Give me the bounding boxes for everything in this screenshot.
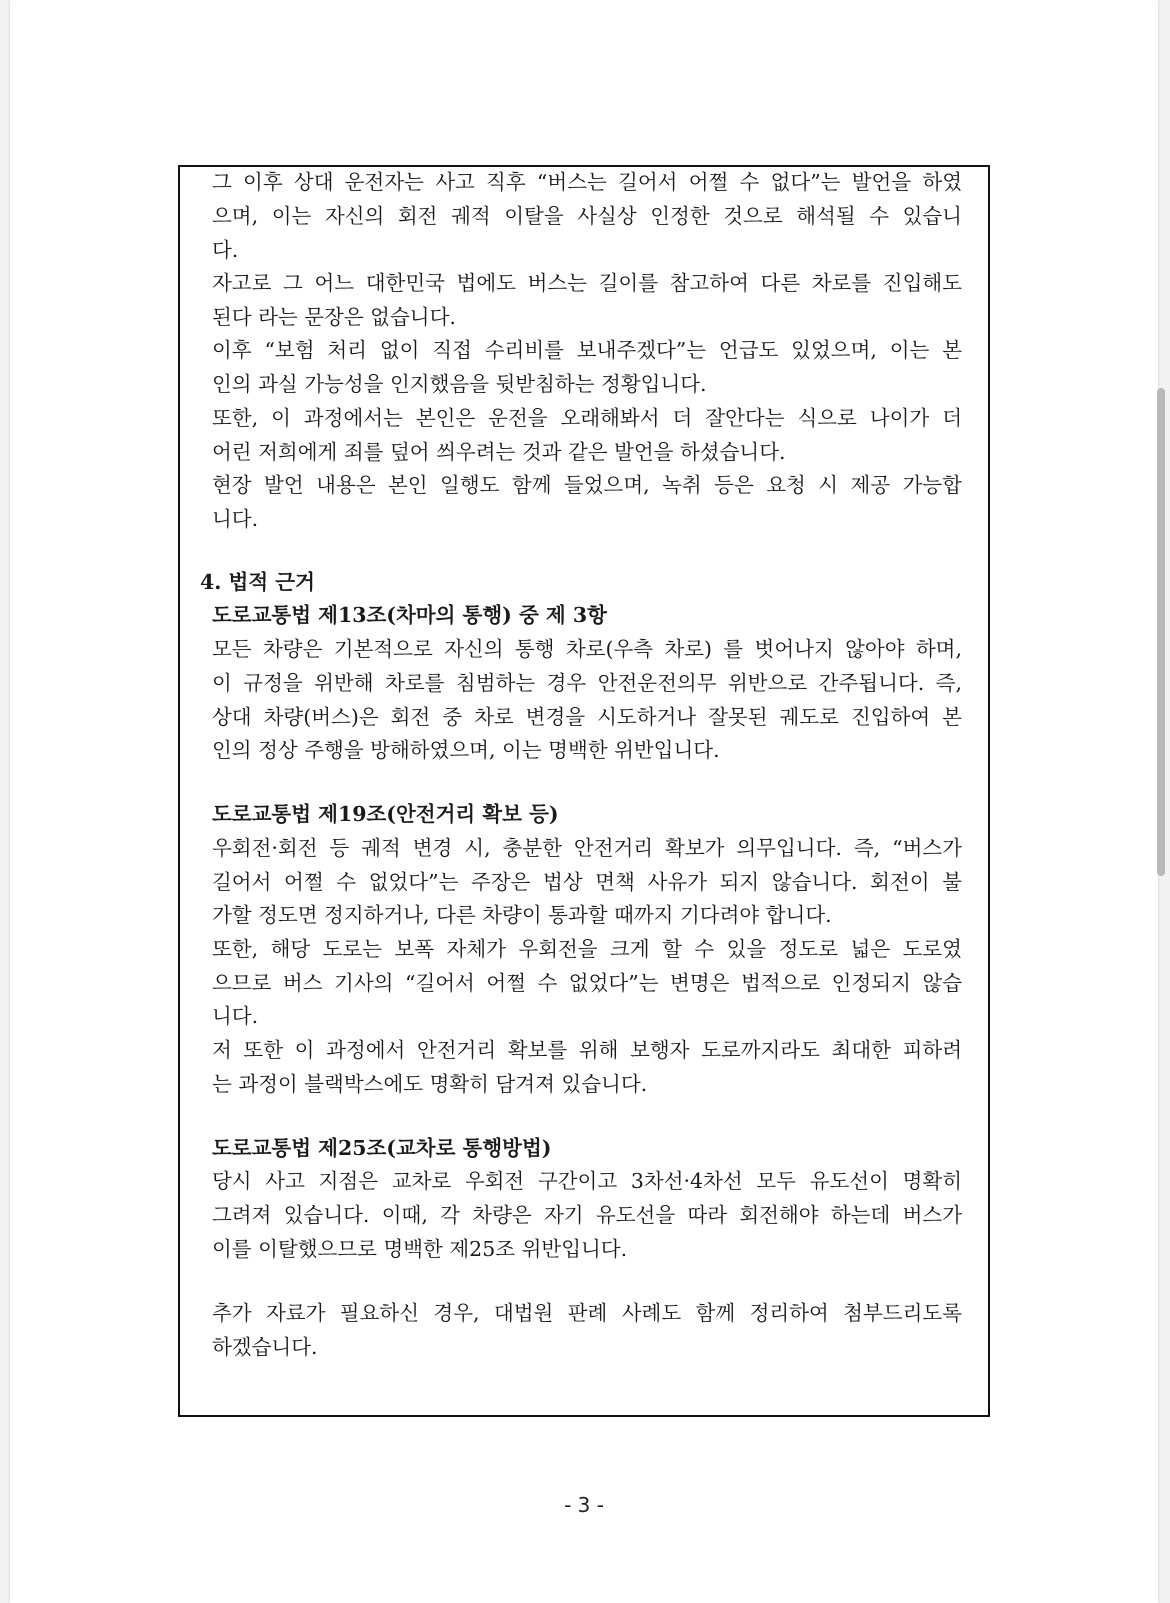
paragraph-line: 이 규정을 위반해 차로를 침범하는 경우 안전운전의무 위반으로 간주됩니다. 즉, [212, 671, 962, 695]
paragraph-line: 니다. [212, 1004, 259, 1028]
paragraph-line: 는 과정이 블랙박스에도 명확히 담겨져 있습니다. [212, 1072, 648, 1096]
paragraph-line: 자고로 그 어느 대한민국 법에도 버스는 길이를 참고하여 다른 차로를 진입해도 [212, 271, 962, 295]
paragraph-line: 그려져 있습니다. 이때, 각 차량은 자기 유도선을 따라 회전해야 하는데 버스가 [212, 1203, 962, 1227]
paragraph-line: 된다 라는 문장은 없습니다. [212, 305, 456, 329]
paragraph-line: 하겠습니다. [212, 1335, 318, 1359]
paragraph-line: 이후 “보험 처리 없이 직접 수리비를 보내주겠다”는 언급도 있었으며, 이는 본 [212, 338, 962, 362]
paragraph-line: 어린 저희에게 죄를 덮어 씌우려는 것과 같은 발언을 하셨습니다. [212, 440, 786, 464]
page-number: - 3 - [564, 1493, 604, 1517]
paragraph-line: 다. [212, 238, 239, 262]
document-page [10, 0, 1158, 1603]
paragraph-line: 당시 사고 지점은 교차로 우회전 구간이고 3차선·4차선 모두 유도선이 명확히 [212, 1169, 962, 1193]
paragraph-line: 또한, 이 과정에서는 본인은 운전을 오래해봐서 더 잘안다는 식으로 나이가 더 [212, 406, 962, 430]
paragraph-line: 또한, 해당 도로는 보폭 자체가 우회전을 크게 할 수 있을 정도로 넓은 도로였 [212, 937, 962, 961]
scrollbar[interactable] [1158, 0, 1168, 1603]
paragraph-line: 길어서 어쩔 수 없었다”는 주장은 법상 면책 사유가 되지 않습니다. 회전이 불 [212, 870, 962, 894]
paragraph-line: 현장 발언 내용은 본인 일행도 함께 들었으며, 녹취 등은 요청 시 제공 가능합 [212, 473, 962, 497]
paragraph-line: 으므로 버스 기사의 “길어서 어쩔 수 없었다”는 변명은 법적으로 인정되지 않습 [212, 971, 962, 995]
paragraph-line: 으며, 이는 자신의 회전 궤적 이탈을 사실상 인정한 것으로 해석될 수 있습니 [212, 204, 962, 228]
paragraph-line: 인의 과실 가능성을 인지했음을 뒷받침하는 정황입니다. [212, 372, 707, 396]
paragraph-line: 우회전·회전 등 궤적 변경 시, 충분한 안전거리 확보가 의무입니다. 즉, “버스가 [212, 836, 962, 860]
paragraph-line: 가할 정도면 정지하거나, 다른 차량이 통과할 때까지 기다려야 합니다. [212, 903, 832, 927]
scrollbar-thumb[interactable] [1157, 388, 1165, 876]
paragraph-line: 저 또한 이 과정에서 안전거리 확보를 위해 보행자 도로까지라도 최대한 피하려 [212, 1038, 962, 1062]
paragraph-line: 모든 차량은 기본적으로 자신의 통행 차로(우측 차로) 를 벗어나지 않아야 하며, [212, 637, 962, 661]
law-article-heading: 도로교통법 제25조(교차로 통행방법) [212, 1136, 552, 1160]
paragraph-line: 상대 차량(버스)은 회전 중 차로 변경을 시도하거나 잘못된 궤도로 진입하여 본 [212, 705, 962, 729]
section-heading: 4. 법적 근거 [200, 570, 315, 594]
law-article-heading: 도로교통법 제19조(안전거리 확보 등) [212, 802, 559, 826]
content-box [178, 165, 990, 1417]
paragraph-line: 추가 자료가 필요하신 경우, 대법원 판례 사례도 함께 정리하여 첨부드리도록 [212, 1301, 962, 1325]
paragraph-line: 니다. [212, 507, 259, 531]
paragraph-line: 그 이후 상대 운전자는 사고 직후 “버스는 길어서 어쩔 수 없다”는 발언을 하였 [212, 170, 962, 194]
law-article-heading: 도로교통법 제13조(차마의 통행) 중 제 3항 [212, 603, 607, 627]
paragraph-line: 인의 정상 주행을 방해하였으며, 이는 명백한 위반입니다. [212, 738, 720, 762]
paragraph-line: 이를 이탈했으므로 명백한 제25조 위반입니다. [212, 1237, 628, 1261]
